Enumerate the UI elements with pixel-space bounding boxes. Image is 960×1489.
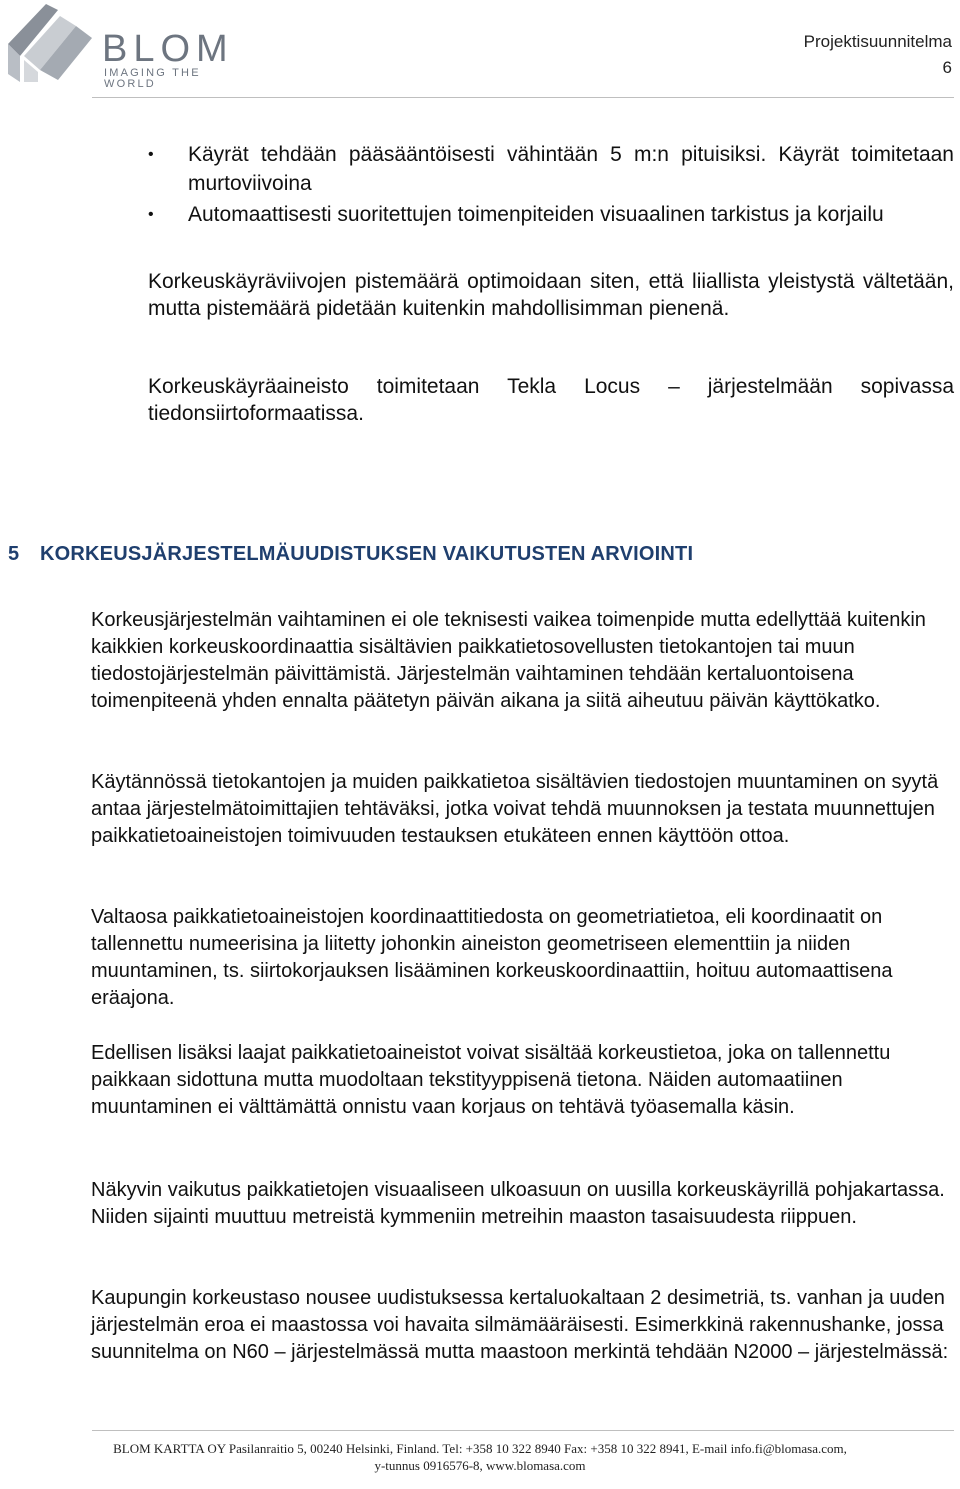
body-paragraph: Kaupungin korkeustaso nousee uudistuksessa kertaluokaltaan 2 desimetriä, ts. vanhan ja uuden järjestelmän eroa ei maastossa voi havaita silmämääräisesti. Esimerkkinä rakennushanke, jossa suunnitelma on N60 – järjestelmässä mutta maastoon merkintä tehdään N2000 – järjestelmässä: <box>91 1287 949 1363</box>
paragraph-delivery-format: Korkeuskäyräaineisto toimitetaan Tekla Locus – järjestelmään sopivassa tiedonsiirtoformaatissa. <box>148 375 954 425</box>
bullet-list <box>148 140 954 231</box>
paragraph-point-optimization: Korkeuskäyräviivojen pistemäärä optimoidaan siten, että liiallista yleistystä vältetään, mutta pistemäärä pidetään kuitenkin mahdollisimman pienenä. <box>148 270 954 320</box>
body-paragraph: Näkyvin vaikutus paikkatietojen visuaaliseen ulkoasuun on uusilla korkeuskäyrillä pohjakartassa. Niiden sijainti muuttuu metreistä kymmeniin metreihin maaston tasaisuudesta riippuen. <box>91 1179 945 1228</box>
bullet-item: • Automaattisesti suoritettujen toimenpiteiden visuaalinen tarkistus ja korjailu <box>148 200 954 229</box>
footer-divider <box>92 1430 954 1431</box>
body-paragraph: Korkeusjärjestelmän vaihtaminen ei ole teknisesti vaikea toimenpide mutta edellyttää kuitenkin kaikkien korkeuskoordinaattia sisältävien paikkatietosovellusten tietokantojen tai muun tiedostojärjestelmän päivittämistä. Järjestelmän vaihtaminen tehdään kertaluontoisena toimenpiteenä yhden ennalta päätetyn päivän aikana ja siitä aiheutuu päivän käyttökatko. <box>91 609 926 712</box>
page-number: 6 <box>942 58 952 77</box>
footer-contact-line: BLOM KARTTA OY Pasilanraitio 5, 00240 Helsinki, Finland. Tel: +358 10 322 8940 Fax: +358 10 322 8941, E-mail info.fi@blomasa.com, <box>113 1441 847 1456</box>
bullet-item: • Käyrät tehdään pääsääntöisesti vähintään 5 m:n pituisiksi. Käyrät toimitetaan murtoviivoina <box>148 140 954 198</box>
page-header <box>0 0 960 100</box>
header-divider <box>92 97 954 98</box>
logo-wordmark: BLOM <box>102 28 234 70</box>
logo-mark-icon <box>6 4 98 84</box>
body-paragraph: Edellisen lisäksi laajat paikkatietoaineistot voivat sisältää korkeustietoa, joka on tallennettu paikkaan sidottuna mutta muodoltaan tekstityyppisenä tietona. Näiden automaatiinen muuntaminen ei välttämättä onnistu vaan korjaus on tehtävä työasemalla käsin. <box>91 1042 891 1118</box>
section-title: KORKEUSJÄRJESTELMÄUUDISTUKSEN VAIKUTUSTEN ARVIOINTI <box>40 543 694 565</box>
body-paragraph: Valtaosa paikkatietoaineistojen koordinaattitiedosta on geometriatietoa, eli koordinaatit on tallennettu numeerisina ja liitetty johonkin aineiston geometriseen elementtiin ja niiden muuntaminen, ts. siirtokorjauksen lisääminen korkeuskoordinaattiin, hoituu automaattisena eräajona. <box>91 906 893 1009</box>
page-footer <box>0 1440 960 1474</box>
blom-logo <box>6 4 246 90</box>
section-heading <box>8 541 693 567</box>
logo-tagline: IMAGING THE WORLD <box>104 67 201 90</box>
body-paragraph: Käytännössä tietokantojen ja muiden paikkatietoa sisältävien tiedostojen muuntaminen on syytä antaa järjestelmätoimittajien tehtäväksi, jotka voivat tehdä muunnoksen ja testata muunnettujen paikkatietoaineistojen toimivuuden testauksen etukäteen ennen käyttöön ottoa. <box>91 771 939 847</box>
footer-registration-line: y-tunnus 0916576-8, www.blomasa.com <box>374 1458 586 1473</box>
section-number: 5 <box>8 543 20 565</box>
document-title: Projektisuunnitelma <box>803 32 952 51</box>
